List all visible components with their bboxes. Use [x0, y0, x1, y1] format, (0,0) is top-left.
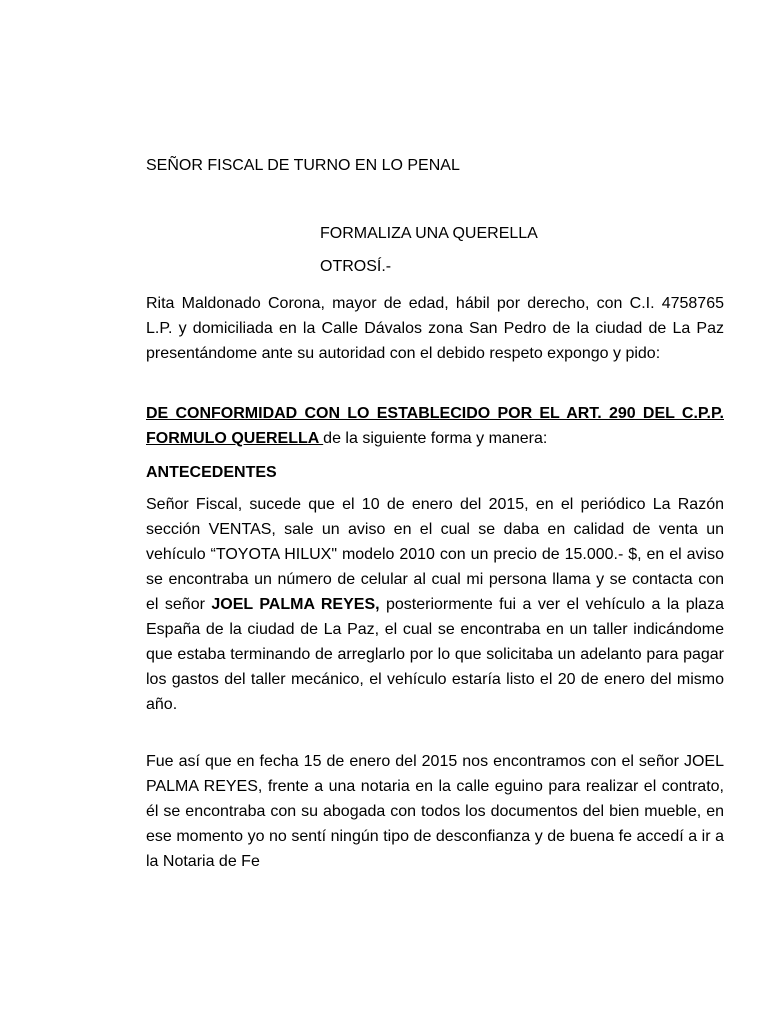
intro-paragraph	[146, 291, 724, 366]
complainant-name: Rita Maldonado Corona	[146, 295, 321, 312]
section-title-antecedentes: ANTECEDENTES	[146, 464, 277, 481]
addressee-heading: SEÑOR FISCAL DE TURNO EN LO PENAL	[146, 157, 460, 174]
antecedentes-1-after: posteriormente fui a ver el vehículo a la plaza España de la ciudad de La Paz, el cual se encontraba en un taller indicándome que estaba terminando de arreglarlo por lo que solicitaba un adelanto para pagar los gastos del taller mecánico, el vehículo estaría listo el 20 de enero del mismo año.	[146, 596, 724, 713]
defendant-name: JOEL PALMA REYES,	[211, 596, 380, 613]
antecedentes-paragraph-2: Fue así que en fecha 15 de enero del 2015 nos encontramos con el señor JOEL PALMA REYES, frente a una notaria en la calle eguino para realizar el contrato, él se encontraba con su abogada con todos los documentos del bien mueble, en ese momento yo no sentí ningún tipo de desconfianza y de buena fe accedí a ir a la Notaria de Fe	[146, 753, 724, 870]
reference-subject: FORMALIZA UNA QUERELLA	[320, 225, 538, 242]
intro-text: , mayor de edad, hábil por derecho, con C.I. 4758765 L.P. y domiciliada en la Calle Dávalos zona San Pedro de la ciudad de La Paz presentándome ante su autoridad con el debido respeto expongo y pido:	[146, 295, 724, 362]
reference-otrosi: OTROSÍ.-	[320, 258, 392, 275]
antecedentes-paragraph-1	[146, 492, 724, 717]
conformidad-rest: de la siguiente forma y manera:	[323, 430, 548, 447]
conformidad-paragraph	[146, 401, 724, 451]
legal-basis-text: DE CONFORMIDAD CON LO ESTABLECIDO POR EL ART. 290 DEL C.P.P. FORMULO QUERELLA	[146, 405, 724, 447]
antecedentes-1-before: Señor Fiscal, sucede que el 10 de enero del 2015, en el periódico La Razón sección VENTAS, sale un aviso en el cual se daba en calidad de venta un vehículo “TOYOTA HILUX" modelo 2010 con un precio de 15.000.- $, en el aviso se encontraba un número de celular al cual mi persona llama y se contacta con el señor	[146, 496, 724, 613]
